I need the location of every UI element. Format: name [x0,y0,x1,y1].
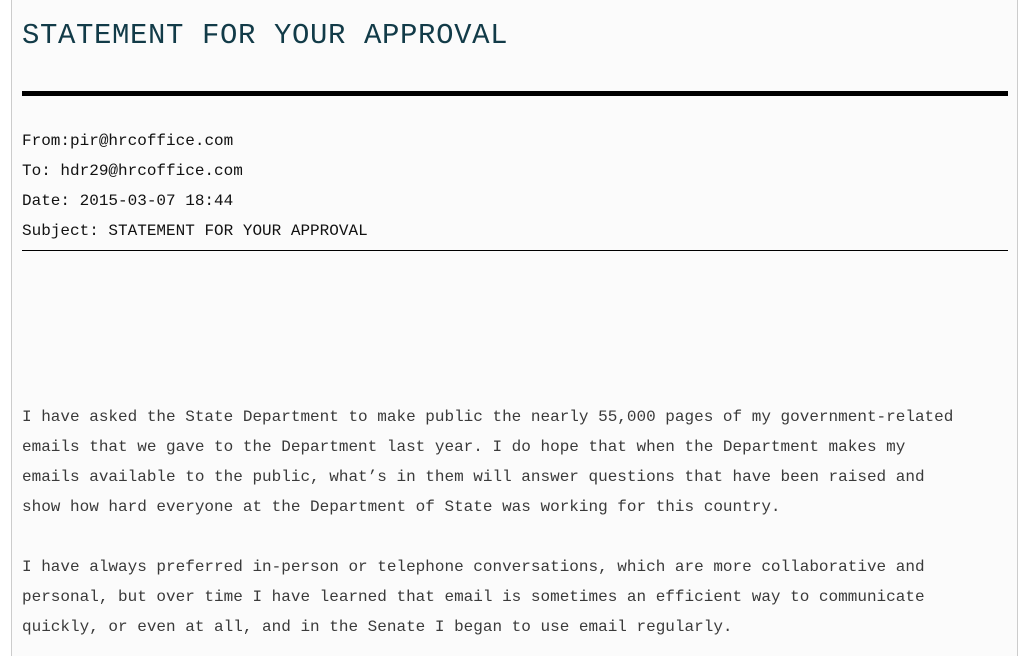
to-label: To: [22,162,61,180]
email-page [11,0,1018,656]
header-divider [22,250,1008,251]
from-line [22,131,233,151]
subject-line [22,221,368,241]
subject-value: STATEMENT FOR YOUR APPROVAL [108,222,368,240]
email-title: STATEMENT FOR YOUR APPROVAL [22,19,509,52]
date-line [22,191,233,211]
date-value: 2015-03-07 18:44 [79,192,234,210]
body-paragraph-1: I have asked the State Department to make public the nearly 55,000 pages of my government-related emails that we gave to the Department last year. I do hope that when the Department makes my emails available to the public, what’s in them will answer questions that have been raised and show how hard everyone at the Department of State was working for this country. [22,408,954,516]
date-label: Date: [22,192,80,210]
title-divider [22,91,1008,96]
from-address: pir@hrcoffice.com [70,132,234,150]
to-line [22,161,243,181]
body-paragraph-2: I have always preferred in-person or telephone conversations, which are more collaborative and personal, but over time I have learned that email is sometimes an efficient way to communicate quickly, or even at all, and in the Senate I began to use email regularly. [22,558,925,636]
subject-label: Subject: [22,222,109,240]
from-label: From: [22,132,71,150]
to-address: hdr29@hrcoffice.com [60,162,243,180]
